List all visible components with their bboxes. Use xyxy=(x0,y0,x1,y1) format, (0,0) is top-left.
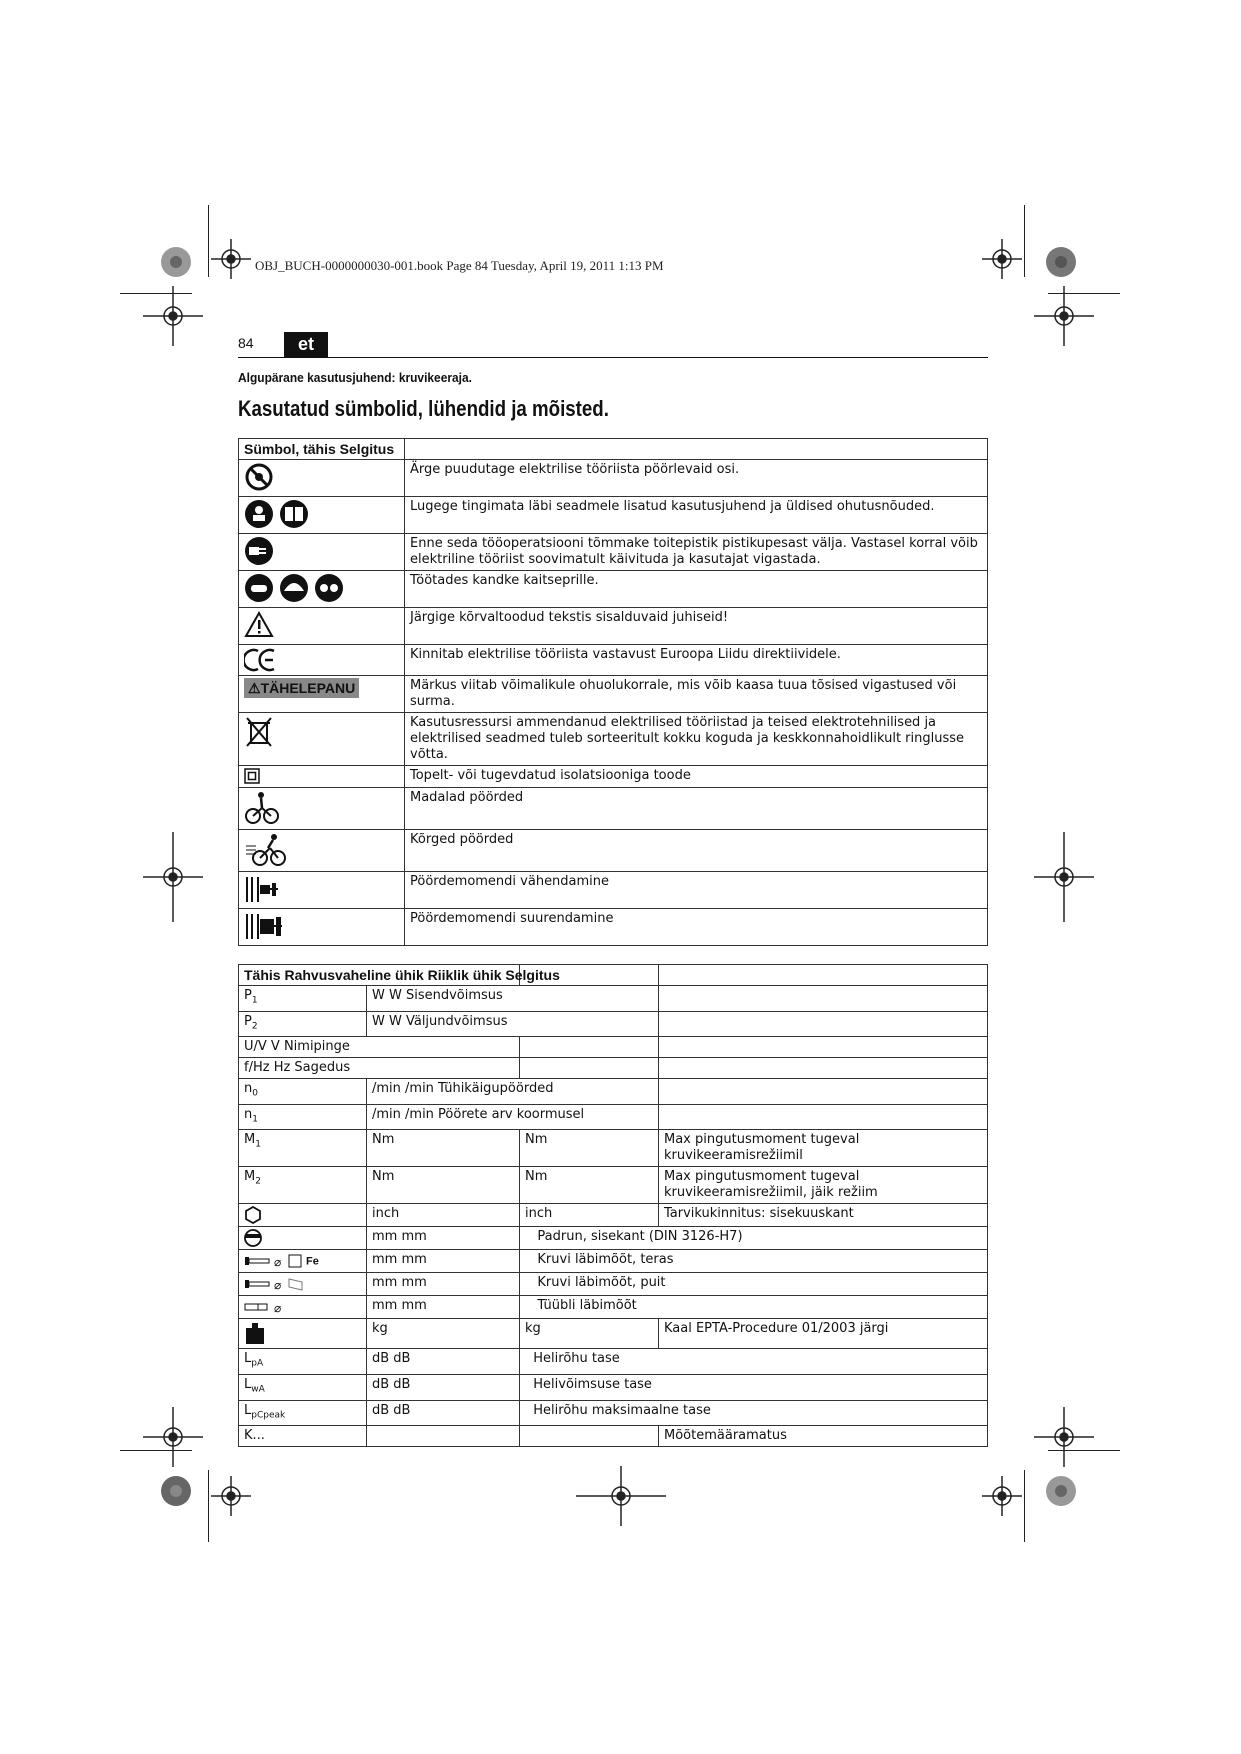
table-row: inch inch Tarvikukinnitus: sisekuuskant xyxy=(239,1204,988,1227)
svg-text:⌀: ⌀ xyxy=(274,1255,282,1270)
list-item: Kinnitab elektrilise tööriista vastavust Euroopa Liidu direktiividele. xyxy=(405,645,988,676)
attention-label-icon: ⚠TÄHELEPANU xyxy=(244,678,359,698)
svg-text:⌀: ⌀ xyxy=(274,1278,282,1293)
table-row: $n_1$ /min /min Pöörete arv koormusel xyxy=(239,1104,988,1130)
torque-increase-icon xyxy=(244,911,286,941)
unplug-icon xyxy=(244,536,274,566)
low-speed-bicycle-icon xyxy=(244,790,280,826)
list-item: Märkus viitab võimalikule ohuolukorrale, mis võib kaasa tuua tõsised vigastused või surma. xyxy=(405,676,988,713)
tech-table-header xyxy=(239,965,988,986)
weight-icon xyxy=(244,1321,266,1345)
table-row xyxy=(239,676,988,713)
table-row xyxy=(239,787,988,829)
list-item: Järgige kõrvaltoodud tekstis sisalduvaid juhiseid! xyxy=(405,608,988,645)
list-item: Töötades kandke kaitseprille. xyxy=(405,571,988,608)
read-manual-icon xyxy=(244,499,310,529)
table-row: U/V V Nimipinge xyxy=(239,1037,988,1058)
table-row: ⌀ Fe mm mm Kruvi läbimõõt, teras xyxy=(239,1250,988,1273)
document-subtitle: Algupärane kasutusjuhend: kruvikeeraja. xyxy=(238,370,472,385)
tech-header-cell: Tähis Rahvusvaheline ühik Riiklik ühik Selgitus xyxy=(239,965,520,986)
table-row xyxy=(239,871,988,908)
table-row xyxy=(239,497,988,534)
table-row xyxy=(239,766,988,788)
hex-socket-icon xyxy=(244,1206,262,1224)
weee-bin-icon xyxy=(244,715,274,749)
list-item: Kasutusressursi ammendanud elektrilised tööriistad ja teised elektrotehnilised ja elektrilised seadmed tuleb sorteeritult kokku koguda ja keskkonnahoidlikult ringlusse võtta. xyxy=(405,713,988,766)
language-badge: et xyxy=(284,332,328,357)
book-header: OBJ_BUCH-0000000030-001.book Page 84 Tuesday, April 19, 2011 1:13 PM xyxy=(255,258,664,273)
table-row: $n_0$ /min /min Tühikäigupöörded xyxy=(239,1079,988,1105)
table-row: $M_2$ Nm Nm Max pingutusmoment tugeval kruvikeeramisrežiimil, jäik režiim xyxy=(239,1167,988,1204)
table-row: mm mm Padrun, sisekant (DIN 3126-H7) xyxy=(239,1227,988,1250)
chuck-icon xyxy=(244,1229,262,1247)
list-item: Topelt- või tugevdatud isolatsiooniga toode xyxy=(405,766,988,788)
list-item: Pöördemomendi suurendamine xyxy=(405,908,988,945)
table-row xyxy=(239,908,988,945)
table-row: ⌀ mm mm Tüübli läbimõõt xyxy=(239,1296,988,1319)
symbols-header-cell: Sümbol, tähis Selgitus xyxy=(239,439,405,460)
list-item: Ärge puudutage elektrilise tööriista pöörlevaid osi. xyxy=(405,460,988,497)
ce-mark-icon xyxy=(244,647,278,673)
table-row: ⌀ mm mm Kruvi läbimõõt, puit xyxy=(239,1273,988,1296)
list-item: Madalad pöörded xyxy=(405,787,988,829)
table-row xyxy=(239,460,988,497)
table-row: kg kg Kaal EPTA-Procedure 01/2003 järgi xyxy=(239,1319,988,1349)
page-title: Kasutatud sümbolid, lühendid ja mõisted. xyxy=(238,396,609,421)
table-row: K... Mõõtemääramatus xyxy=(239,1426,988,1447)
double-insulation-icon xyxy=(244,768,260,784)
table-row: $L_{pCpeak}$ dB dB Helirõhu maksimaalne tase xyxy=(239,1400,988,1426)
list-item: Lugege tingimata läbi seadmele lisatud kasutusjuhend ja üldised ohutusnõuded. xyxy=(405,497,988,534)
dowel-icon xyxy=(244,1298,292,1316)
table-row: $M_1$ Nm Nm Max pingutusmoment tugeval kruvikeeramisrežiimil xyxy=(239,1130,988,1167)
screw-steel-icon xyxy=(244,1252,304,1270)
high-speed-bicycle-icon xyxy=(244,832,286,868)
table-row xyxy=(239,608,988,645)
symbols-table xyxy=(238,438,988,946)
svg-text:⌀: ⌀ xyxy=(274,1301,282,1316)
table-row: $L_{wA}$ dB dB Helivõimsuse tase xyxy=(239,1374,988,1400)
table-row: f/Hz Hz Sagedus xyxy=(239,1058,988,1079)
no-touch-rotating-icon xyxy=(244,462,274,492)
warning-triangle-icon xyxy=(244,610,274,638)
technical-data-table xyxy=(238,964,988,1447)
table-row: $L_{pA}$ dB dB Helirõhu tase xyxy=(239,1349,988,1375)
table-row xyxy=(239,571,988,608)
torque-decrease-icon xyxy=(244,874,282,904)
table-row xyxy=(239,534,988,571)
list-item: Kõrged pöörded xyxy=(405,829,988,871)
protective-gear-icon xyxy=(244,573,344,603)
screw-wood-icon xyxy=(244,1275,306,1293)
table-row xyxy=(239,713,988,766)
list-item: Pöördemomendi vähendamine xyxy=(405,871,988,908)
table-row xyxy=(239,829,988,871)
table-row: $P_2$ W W Väljundvõimsus xyxy=(239,1011,988,1037)
symbols-table-header xyxy=(239,439,988,460)
table-row: $P_1$ W W Sisendvõimsus xyxy=(239,986,988,1012)
table-row xyxy=(239,645,988,676)
header-divider xyxy=(238,357,988,358)
list-item: Enne seda tööoperatsiooni tõmmake toitepistik pistikupesast välja. Vastasel korral võib elektriline tööriist soovimatult käivituda ja kasutajat vigastada. xyxy=(405,534,988,571)
page-number: 84 xyxy=(238,335,254,351)
